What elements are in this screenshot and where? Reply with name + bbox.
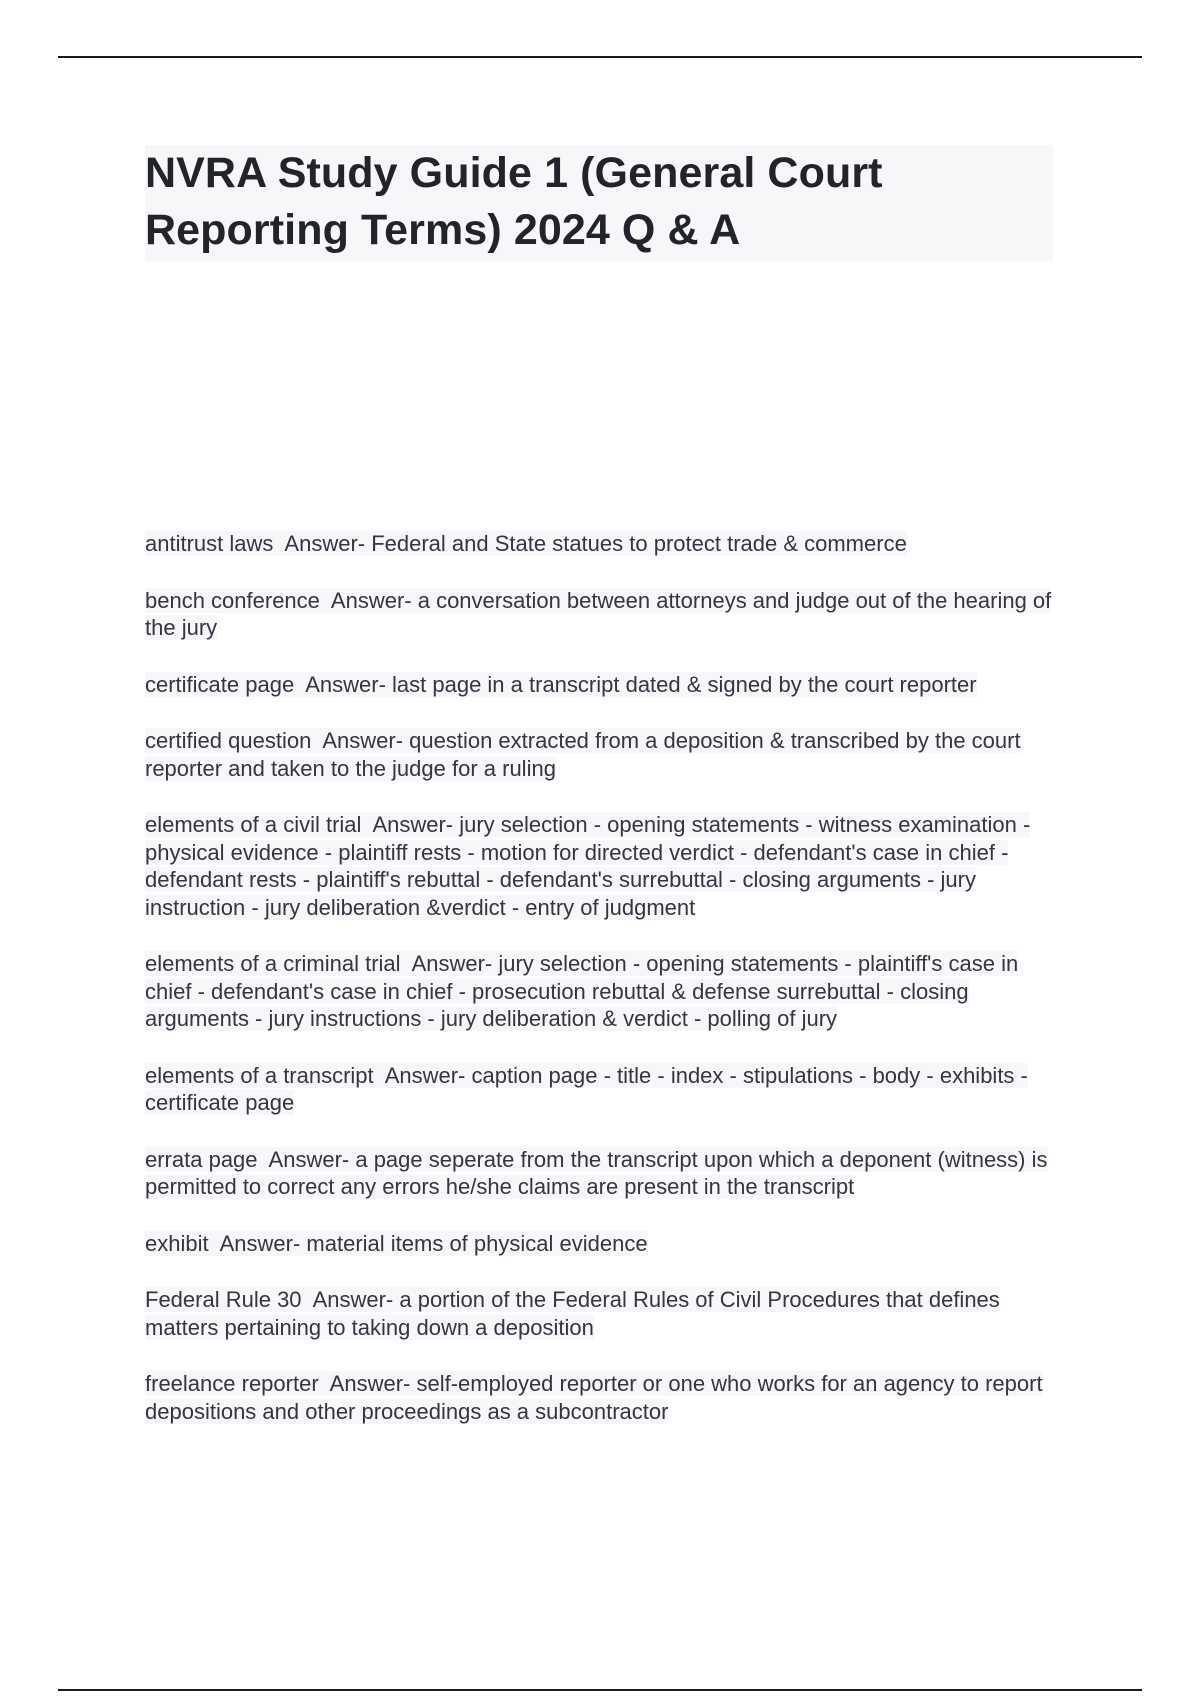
qa-item bbox=[145, 811, 1055, 921]
qa-answer: Answer- a conversation between attorneys and judge out of the hearing of the jury bbox=[145, 587, 1052, 640]
qa-item bbox=[145, 671, 1055, 699]
qa-term: elements of a transcript bbox=[145, 1062, 374, 1088]
qa-term: elements of a criminal trial bbox=[145, 951, 401, 976]
qa-item bbox=[145, 1062, 1055, 1117]
qa-item bbox=[145, 1370, 1055, 1425]
qa-term: antitrust laws bbox=[145, 531, 274, 556]
qa-item bbox=[145, 587, 1055, 642]
qa-answer: Answer- a page seperate from the transcript upon which a deponent (witness) is permitted to correct any errors he/she claims are present in the transcript bbox=[145, 1146, 1048, 1199]
title-block bbox=[145, 145, 1053, 261]
qa-answer: Answer- a portion of the Federal Rules of Civil Procedures that defines matters pertaining to taking down a deposition bbox=[145, 1287, 1000, 1340]
bottom-divider bbox=[58, 1689, 1142, 1691]
qa-answer: Answer- self-employed reporter or one who works for an agency to report depositions and other proceedings as a subcontractor bbox=[145, 1371, 1043, 1424]
qa-term: Federal Rule 30 bbox=[145, 1287, 302, 1312]
qa-term: errata page bbox=[145, 1146, 258, 1172]
qa-term: bench conference bbox=[145, 587, 320, 613]
qa-term: freelance reporter bbox=[145, 1371, 319, 1396]
qa-item bbox=[145, 1286, 1055, 1341]
top-divider bbox=[58, 56, 1142, 58]
qa-item bbox=[145, 1230, 1055, 1258]
qa-answer: Answer- caption page - title - index - stipulations - body - exhibits - certificate page bbox=[145, 1062, 1028, 1115]
qa-answer: Answer- question extracted from a deposition & transcribed by the court reporter and taken to the judge for a ruling bbox=[145, 728, 1021, 781]
qa-term: certificate page bbox=[145, 671, 295, 697]
qa-answer: Answer- last page in a transcript dated & signed by the court reporter bbox=[305, 671, 977, 697]
document-title: NVRA Study Guide 1 (General Court Reporting Terms) 2024 Q & A bbox=[145, 149, 883, 254]
qa-answer: Answer- Federal and State statues to protect trade & commerce bbox=[284, 531, 907, 556]
qa-item bbox=[145, 1146, 1055, 1201]
qa-term: certified question bbox=[145, 728, 312, 753]
qa-list bbox=[145, 530, 1055, 1454]
qa-item bbox=[145, 727, 1055, 782]
qa-item bbox=[145, 950, 1055, 1033]
qa-term: elements of a civil trial bbox=[145, 812, 362, 837]
qa-answer: Answer- material items of physical evidence bbox=[219, 1230, 648, 1256]
qa-item bbox=[145, 530, 1055, 558]
qa-answer: Answer- jury selection - opening statements - witness examination - physical evidence - plaintiff rests - motion for directed verdict - defendant's case in chief - defendant rests - plaintiff's rebuttal - defendant's surrebuttal - closing arguments - jury instruction - jury deliberation &verdict - entry of judgment bbox=[145, 812, 1031, 920]
qa-term: exhibit bbox=[145, 1230, 209, 1256]
qa-answer: Answer- jury selection - opening statements - plaintiff's case in chief - defendant's case in chief - prosecution rebuttal & defense surrebuttal - closing arguments - jury instructions - jury deliberation & verdict - polling of jury bbox=[145, 951, 1019, 1031]
